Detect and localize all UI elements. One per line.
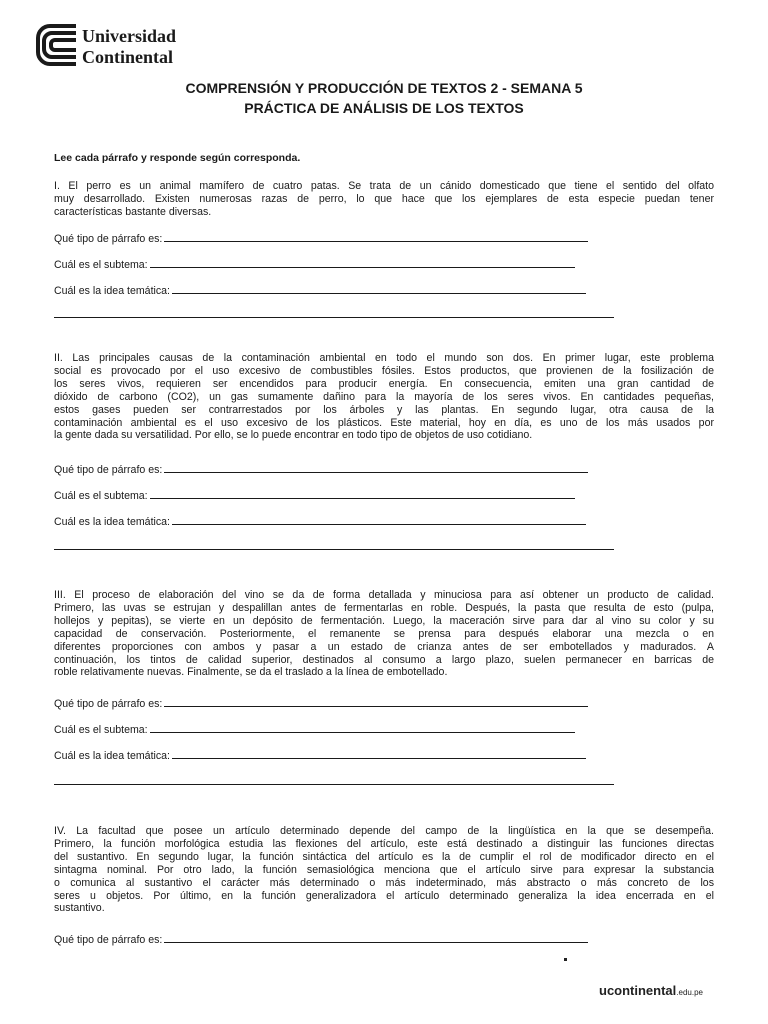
paragraph-line: o comunica al sustantivo el carácter más determinado o más indeterminado, más abstracto o más concreto de los bbox=[54, 876, 714, 889]
question-subtema-2 bbox=[54, 489, 575, 503]
paragraph-line: sintagma nominal. Por otro lado, la función semasiológica menciona que el artículo sirve para expresar la substancia bbox=[54, 863, 714, 876]
instruction-text: Lee cada párrafo y responde según corresponda. bbox=[54, 152, 301, 164]
answer-line[interactable] bbox=[164, 232, 588, 242]
answer-line[interactable] bbox=[164, 463, 588, 473]
question-tipo-4 bbox=[54, 933, 588, 947]
logo-line-2: Continental bbox=[82, 47, 174, 67]
paragraph-line: características bastante diversas. bbox=[54, 205, 212, 218]
question-label: Cuál es el subtema: bbox=[54, 724, 148, 736]
paragraph-2 bbox=[54, 352, 714, 442]
paragraph-1 bbox=[54, 180, 714, 219]
paragraph-line: los seres vivos, requieren ser encendidos para producir energía. En consecuencia, emiten una gran cantidad de bbox=[54, 377, 714, 390]
answer-line[interactable] bbox=[164, 933, 588, 943]
question-label: Cuál es el subtema: bbox=[54, 490, 148, 502]
document-title bbox=[0, 78, 768, 118]
answer-line[interactable] bbox=[172, 515, 586, 525]
paragraph-line: II. Las principales causas de la contaminación ambiental en todo el mundo son dos. En primer lugar, este problema bbox=[54, 352, 714, 364]
answer-line[interactable] bbox=[150, 258, 575, 268]
paragraph-4 bbox=[54, 825, 714, 915]
answer-line[interactable] bbox=[150, 723, 575, 733]
title-line-1: COMPRENSIÓN Y PRODUCCIÓN DE TEXTOS 2 - SEMANA 5 bbox=[185, 80, 583, 96]
question-label: Cuál es la idea temática: bbox=[54, 516, 171, 528]
paragraph-line: del sustantivo. En segundo lugar, la función sintáctica del artículo es la de cumplir el rol de modificador directo en el bbox=[54, 850, 714, 863]
footer-domain: .edu.pe bbox=[676, 988, 703, 997]
question-label: Cuál es el subtema: bbox=[54, 259, 148, 271]
paragraph-line: estos gases pueden ser contrarrestados por los árboles y las plantas. En segundo lugar, otra causa de la bbox=[54, 403, 714, 416]
question-label: Qué tipo de párrafo es: bbox=[54, 464, 163, 476]
question-tipo-1 bbox=[54, 232, 588, 246]
page-mark bbox=[564, 958, 567, 961]
paragraph-line: roble relativamente nuevas. Finalmente, se da el traslado a la línea de embotellado. bbox=[54, 666, 448, 679]
answer-line-extra[interactable] bbox=[54, 317, 614, 318]
title-line-2: PRÁCTICA DE ANÁLISIS DE LOS TEXTOS bbox=[244, 100, 524, 116]
logo-text bbox=[82, 26, 176, 68]
question-label: Cuál es la idea temática: bbox=[54, 285, 171, 297]
answer-line-extra[interactable] bbox=[54, 549, 614, 550]
answer-line[interactable] bbox=[150, 489, 575, 499]
paragraph-line: continuación, los tintos de calidad superior, destinados al consumo a largo plazo, suelen permanecer en barricas de bbox=[54, 653, 714, 666]
footer-logo bbox=[599, 983, 703, 998]
paragraph-line: diferentes proporciones con ambos y pasar a un estado de crianza antes de ser embotellados y madurados. A bbox=[54, 640, 714, 653]
paragraph-line: hollejos y pepitas), se vierte en un depósito de fermentación. Luego, la maceración sirve para dar al vino su color y su bbox=[54, 614, 714, 627]
question-subtema-3 bbox=[54, 723, 575, 737]
answer-line-extra[interactable] bbox=[54, 784, 614, 785]
paragraph-line: capacidad de conservación. Posteriormente, el remanente se prensa para después elaborar una mezcla o en bbox=[54, 627, 714, 640]
paragraph-line: dióxido de carbono (CO2), un gas sumamente dañino para la mayoría de los seres vivos. En cantidades pequeñas, bbox=[54, 390, 714, 403]
paragraph-line: III. El proceso de elaboración del vino se da de forma detallada y minuciosa para así obtener un producto de calidad. bbox=[54, 589, 714, 601]
paragraph-3 bbox=[54, 589, 714, 679]
paragraph-line: Primero, las uvas se estrujan y despalillan antes de fermentarlas en roble. Después, la pasta que resulta de esto (pulpa, bbox=[54, 601, 714, 614]
question-idea-2 bbox=[54, 515, 586, 529]
question-idea-3 bbox=[54, 749, 586, 763]
logo-line-1: Universidad bbox=[82, 26, 177, 46]
question-subtema-1 bbox=[54, 258, 575, 272]
paragraph-line: la gente dada su versatilidad. Por ello, se lo puede encontrar en todo tipo de objetos de uso cotidiano. bbox=[54, 429, 533, 442]
answer-line[interactable] bbox=[164, 697, 588, 707]
question-label: Cuál es la idea temática: bbox=[54, 750, 171, 762]
question-idea-1 bbox=[54, 284, 586, 298]
paragraph-line: muy desarrollado. Existen numerosas razas de perro, lo que hace que los ejemplares de esta especie puedan tener bbox=[54, 192, 714, 205]
answer-line[interactable] bbox=[172, 284, 586, 294]
paragraph-line: social es provocado por el uso excesivo de combustibles fósiles. Estos productos, que provienen de la fosilización de bbox=[54, 364, 714, 377]
university-logo bbox=[36, 22, 236, 74]
answer-line[interactable] bbox=[172, 749, 586, 759]
paragraph-line: sustantivo. bbox=[54, 902, 105, 915]
question-tipo-3 bbox=[54, 697, 588, 711]
question-label: Qué tipo de párrafo es: bbox=[54, 233, 163, 245]
paragraph-line: contaminación ambiental es el uso excesivo de los plásticos. Este material, hoy en día, es uno de los más usados por bbox=[54, 416, 714, 429]
footer-brand: ucontinental bbox=[599, 983, 677, 998]
paragraph-line: I. El perro es un animal mamífero de cuatro patas. Se trata de un cánido domesticado que tiene el sentido del olfato bbox=[54, 180, 714, 192]
question-tipo-2 bbox=[54, 463, 588, 477]
question-label: Qué tipo de párrafo es: bbox=[54, 698, 163, 710]
question-label: Qué tipo de párrafo es: bbox=[54, 934, 163, 946]
paragraph-line: seres u objetos. Por último, en la función generalizadora el artículo determinado generaliza la idea encerrada en el bbox=[54, 889, 714, 902]
paragraph-line: Primero, la función morfológica estudia las flexiones del artículo, este está destinado a distinguir las funciones directas bbox=[54, 837, 714, 850]
logo-mark-icon bbox=[36, 22, 78, 68]
paragraph-line: IV. La facultad que posee un artículo determinado depende del campo de la lingüística en la que se desempeña. bbox=[54, 825, 714, 837]
